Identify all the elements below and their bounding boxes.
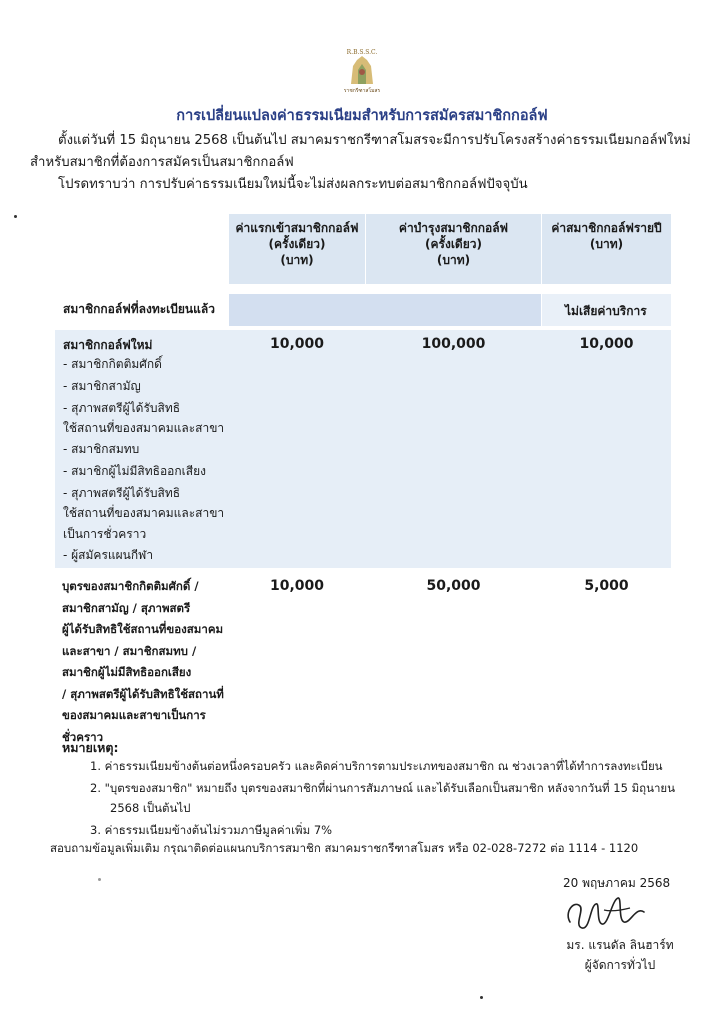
registered-annual-value: ไม่เสียค่าบริการ	[565, 304, 647, 318]
list-item: - สมาชิกผู้ไม่มีสิทธิออกเสียง	[63, 464, 206, 478]
header-maintenance-fee: ค่าบำรุงสมาชิกกอล์ฟ (ครั้งเดียว) (บาท)	[366, 214, 541, 284]
list-item: - สมาชิกกิตติมศักดิ์	[63, 357, 162, 371]
signature-image	[560, 892, 660, 934]
list-item: - สุภาพสตรีผู้ได้รับสิทธิ	[63, 401, 181, 415]
children-annual-fee: 5,000	[584, 578, 629, 594]
scan-speck	[98, 878, 101, 881]
children-entrance-fee: 10,000	[269, 578, 325, 594]
children-maintenance-fee: 50,000	[426, 578, 481, 594]
page-title: การเปลี่ยนแปลงค่าธรรมเนียมสำหรับการสมัครสมาชิกกอล์ฟ	[176, 108, 548, 124]
new-members-label: สมาชิกกอล์ฟใหม่	[63, 338, 153, 352]
new-members-annual-fee: 10,000	[579, 336, 634, 352]
list-item: ใช้สถานที่ของสมาคมและสาขา	[63, 421, 225, 435]
scan-speck	[14, 215, 17, 218]
fee-table	[55, 214, 671, 594]
header-entrance-fee: ค่าแรกเข้าสมาชิกกอล์ฟ (ครั้งเดียว) (บาท)	[229, 214, 365, 284]
note-item: 2. "บุตรของสมาชิก" หมายถึง บุตรของสมาชิกที่ผ่านการสัมภาษณ์ และได้รับเลือกเป็นสมาชิก หลังจากวันที่ 15 มิถุนายน	[90, 781, 676, 795]
signer-name: มร. แรนดัล ลินฮาร์ท	[566, 938, 674, 952]
note-item: 2568 เป็นต้นไป	[110, 801, 191, 815]
registered-row-band	[229, 294, 541, 326]
notes-title: หมายเหตุ:	[62, 740, 119, 755]
list-item: - สมาชิกสมทบ	[63, 442, 140, 456]
signer-title: ผู้จัดการทั่วไป	[584, 958, 656, 972]
logo-text: R.B.S.S.C.	[346, 49, 378, 56]
header-annual-fee: ค่าสมาชิกกอล์ฟรายปี (บาท)	[542, 214, 671, 284]
list-item: ใช้สถานที่ของสมาคมและสาขา	[63, 506, 225, 520]
new-members-maintenance-fee: 100,000	[421, 336, 486, 352]
notice-paragraph: โปรดทราบว่า การปรับค่าธรรมเนียมใหม่นี้จะไม่ส่งผลกระทบต่อสมาชิกกอล์ฟปัจจุบัน	[58, 177, 528, 192]
note-item: 1. ค่าธรรมเนียมข้างต้นต่อหนึ่งครอบครัว และคิดค่าบริการตามประเภทของสมาชิก ณ ช่วงเวลาที่ได้ทำการลงทะเบียน	[90, 759, 663, 773]
club-logo	[337, 46, 387, 94]
contact-info: สอบถามข้อมูลเพิ่มเติม กรุณาติดต่อแผนกบริการสมาชิก สมาคมราชกรีฑาสโมสร หรือ 02-028-7272 ต่อ 1114 - 1120	[50, 841, 639, 855]
document-date: 20 พฤษภาคม 2568	[563, 876, 671, 890]
intro-paragraph: ตั้งแต่วันที่ 15 มิถุนายน 2568 เป็นต้นไป สมาคมราชกรีฑาสโมสรจะมีการปรับโครงสร้างค่าธรรมเนียมกอล์ฟใหม่ สำหรับสมาชิกที่ต้องการสมัครเป็นสมาชิกกอล์ฟ	[30, 133, 691, 170]
list-item: เป็นการชั่วคราว	[63, 527, 147, 541]
children-label: บุตรของสมาชิกกิตติมศักดิ์ / สมาชิกสามัญ / สุภาพสตรี ผู้ได้รับสิทธิใช้สถานที่ของสมาคม และสาขา / สมาชิกสมทบ / สมาชิกผู้ไม่มีสิทธิออกเสียง / สุภาพสตรีผู้ได้รับสิทธิใช้สถานที่ ของสมาคมและสาขาเป็นการชั่วคราว	[62, 579, 224, 744]
list-item: - สุภาพสตรีผู้ได้รับสิทธิ	[63, 486, 181, 500]
note-item: 3. ค่าธรรมเนียมข้างต้นไม่รวมภาษีมูลค่าเพิ่ม 7%	[90, 823, 333, 837]
list-item: - ผู้สมัครแผนกีฬา	[63, 548, 154, 562]
new-members-entrance-fee: 10,000	[269, 336, 325, 352]
logo-caption: ราชกรีฑาสโมสร	[343, 88, 381, 94]
scan-speck	[480, 996, 483, 999]
list-item: - สมาชิกสามัญ	[63, 379, 141, 393]
signer-block	[560, 935, 680, 975]
registered-label: สมาชิกกอล์ฟที่ลงทะเบียนแล้ว	[63, 302, 215, 316]
